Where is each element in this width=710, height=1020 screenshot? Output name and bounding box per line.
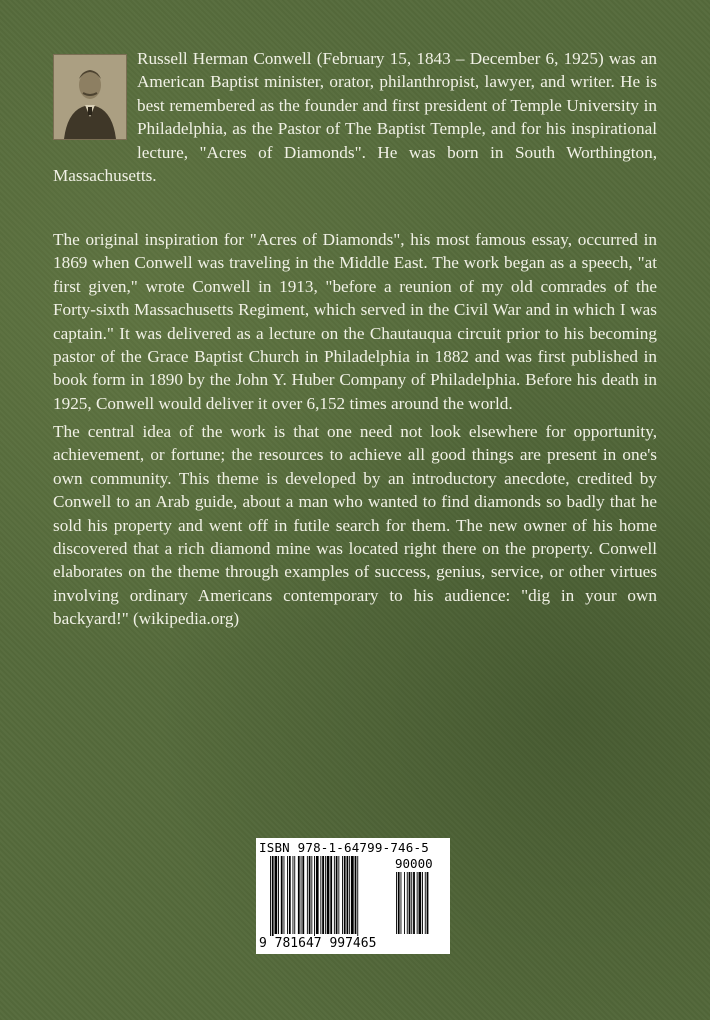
addon-bar — [419, 872, 422, 934]
barcode-bar — [301, 856, 302, 934]
barcode-bar — [314, 856, 315, 940]
bio-paragraph-1-text: Russell Herman Conwell (February 15, 1843 – December 6, 1925) was an American Baptist minister, orator, philanthropist, lawyer, and writer. He is best remembered as the founder and first president of Temple University in Philadelphia, as the Pastor of The Baptist Temple, and for his inspirational lecture, "Acres of Diamonds". He was born in South Worthington, Massachusetts. — [53, 49, 657, 186]
barcode-bar — [309, 856, 311, 934]
addon-bar — [401, 872, 402, 934]
barcode-bar — [347, 856, 349, 934]
bio-paragraph-3: The central idea of the work is that one need not look elsewhere for opportunity, achievement, or fortune; the resources to achieve all good things are present in one's own community. This theme is developed by an introductory anecdote, credited by Conwell to an Arab guide, about a man who wanted to find diamonds so badly that he sold his property and went off in futile search for them. The new owner of his home discovered that a rich diamond mine was located right there on the property. Conwell elaborates on the theme through examples of success, genius, service, or other virtues involving ordinary Americans contemporary to his audience: "dig in your own backyard!" (wikipedia.org) — [53, 422, 657, 629]
barcode-bar — [330, 856, 332, 934]
barcode-bar — [294, 856, 295, 934]
barcode-bar — [357, 856, 358, 940]
barcode-bar — [344, 856, 346, 934]
addon-bar — [417, 872, 418, 934]
addon-bar — [407, 872, 408, 934]
barcode-bar — [316, 856, 319, 934]
bio-paragraph-1 — [53, 47, 657, 187]
barcode-bar — [278, 856, 279, 934]
barcode-bar — [287, 856, 288, 934]
barcode-bar — [298, 856, 300, 934]
barcode-bar — [355, 856, 357, 934]
barcode-bar — [289, 856, 291, 934]
price-code: 90000 — [395, 856, 433, 871]
barcode-bar — [338, 856, 339, 934]
addon-bar — [425, 872, 426, 934]
barcode-bar — [281, 856, 283, 934]
addon-bar — [422, 872, 423, 934]
addon-bar — [396, 872, 397, 934]
bio-paragraph-2: The original inspiration for "Acres of Diamonds", his most famous essay, occurred in 1869 when Conwell was traveling in the Middle East. The work began as a speech, "at first given," wrote Conwell in 1913, "before a reunion of my old comrades of the Forty-sixth Massachusetts Regiment, which served in the Civil War and in which I was captain." It was delivered as a lecture on the Chautauqua circuit prior to his becoming pastor of the Grace Baptist Church in Philadelphia in 1882 and was first published in book form in 1890 by the John Y. Huber Company of Philadelphia. Before his death in 1925, Conwell would deliver it over 6,152 times around the world. — [53, 230, 657, 413]
addon-bar — [409, 872, 411, 934]
addon-bar — [413, 872, 415, 934]
ean-digits: 9 781647 997465 — [259, 936, 377, 951]
barcode-bar — [334, 856, 335, 934]
author-portrait — [53, 54, 127, 140]
barcode-bar — [342, 856, 343, 934]
barcode-bar — [349, 856, 350, 934]
barcode-bar — [320, 856, 321, 934]
barcode-bar — [270, 856, 271, 940]
barcode-bar — [327, 856, 330, 934]
addon-bar — [427, 872, 429, 934]
addon-bar — [398, 872, 400, 934]
barcode-bar — [322, 856, 324, 934]
addon-bar — [404, 872, 405, 934]
isbn-barcode — [256, 838, 450, 954]
barcode-bar — [325, 856, 326, 934]
barcode-bar — [275, 856, 278, 934]
barcode-bar — [351, 856, 354, 934]
barcode-bar — [311, 856, 312, 934]
isbn-label: ISBN 978-1-64799-746-5 — [259, 840, 429, 855]
barcode-bar — [302, 856, 304, 934]
barcode-bar — [336, 856, 338, 934]
addon-bar — [411, 872, 412, 934]
barcode-bar — [307, 856, 308, 934]
barcode-bar — [293, 856, 294, 934]
barcode-bar — [284, 856, 285, 934]
barcode-bar — [272, 856, 274, 940]
